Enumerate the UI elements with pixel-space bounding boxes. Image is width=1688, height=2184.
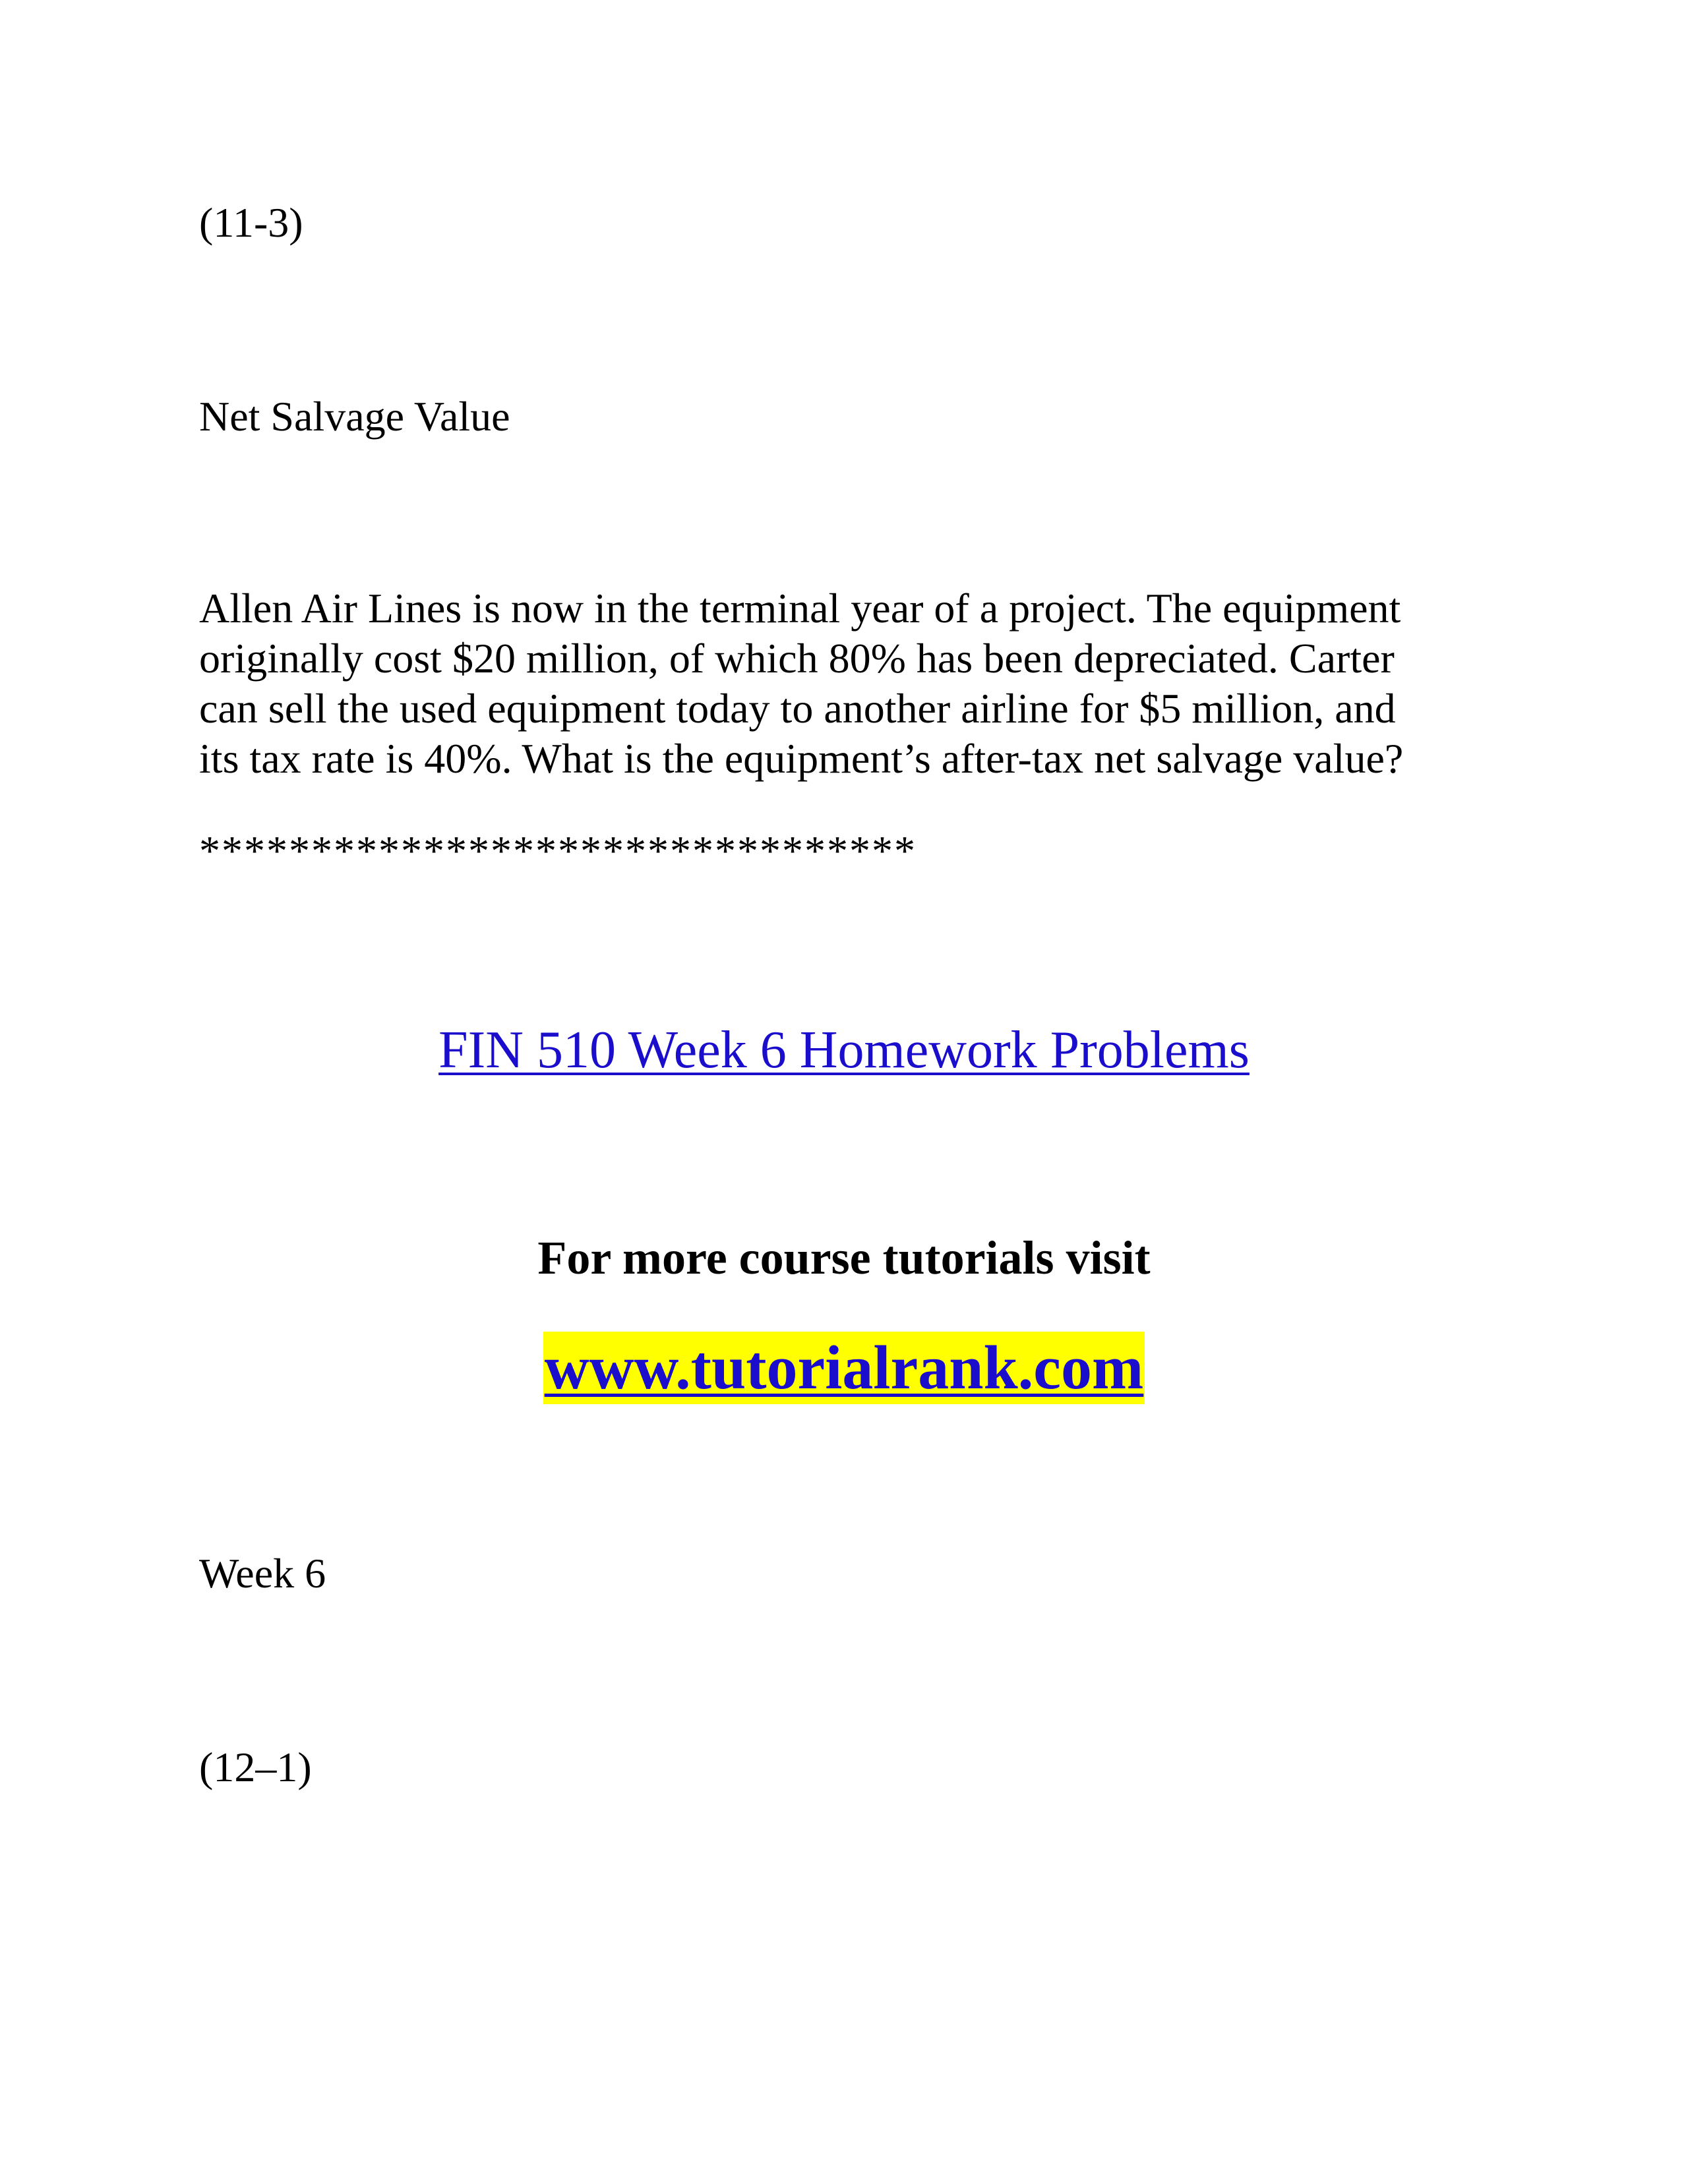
- problem-number: (11-3): [199, 199, 303, 246]
- problem-text-line: originally cost $20 million, of which 80% has been depreciated. Carter: [199, 635, 1395, 682]
- site-link[interactable]: www.tutorialrank.com: [543, 1332, 1145, 1404]
- problem-text-line: its tax rate is 40%. What is the equipment’s after-tax net salvage value?: [199, 735, 1404, 782]
- problem-number: (12–1): [199, 1744, 312, 1790]
- section-title: Net Salvage Value: [199, 393, 510, 440]
- week-label: Week 6: [199, 1550, 326, 1597]
- asterisk-separator: ********************************: [199, 827, 917, 874]
- problem-text-line: can sell the used equipment today to another airline for $5 million, and: [199, 685, 1396, 732]
- problem-text-line: Allen Air Lines is now in the terminal year of a project. The equipment: [199, 585, 1401, 632]
- course-title-link[interactable]: FIN 510 Week 6 Homework Problems: [438, 1021, 1250, 1079]
- tutorials-heading: For more course tutorials visit: [537, 1231, 1151, 1284]
- problem-text: [199, 583, 1403, 784]
- site-link-container: [0, 1332, 1688, 1404]
